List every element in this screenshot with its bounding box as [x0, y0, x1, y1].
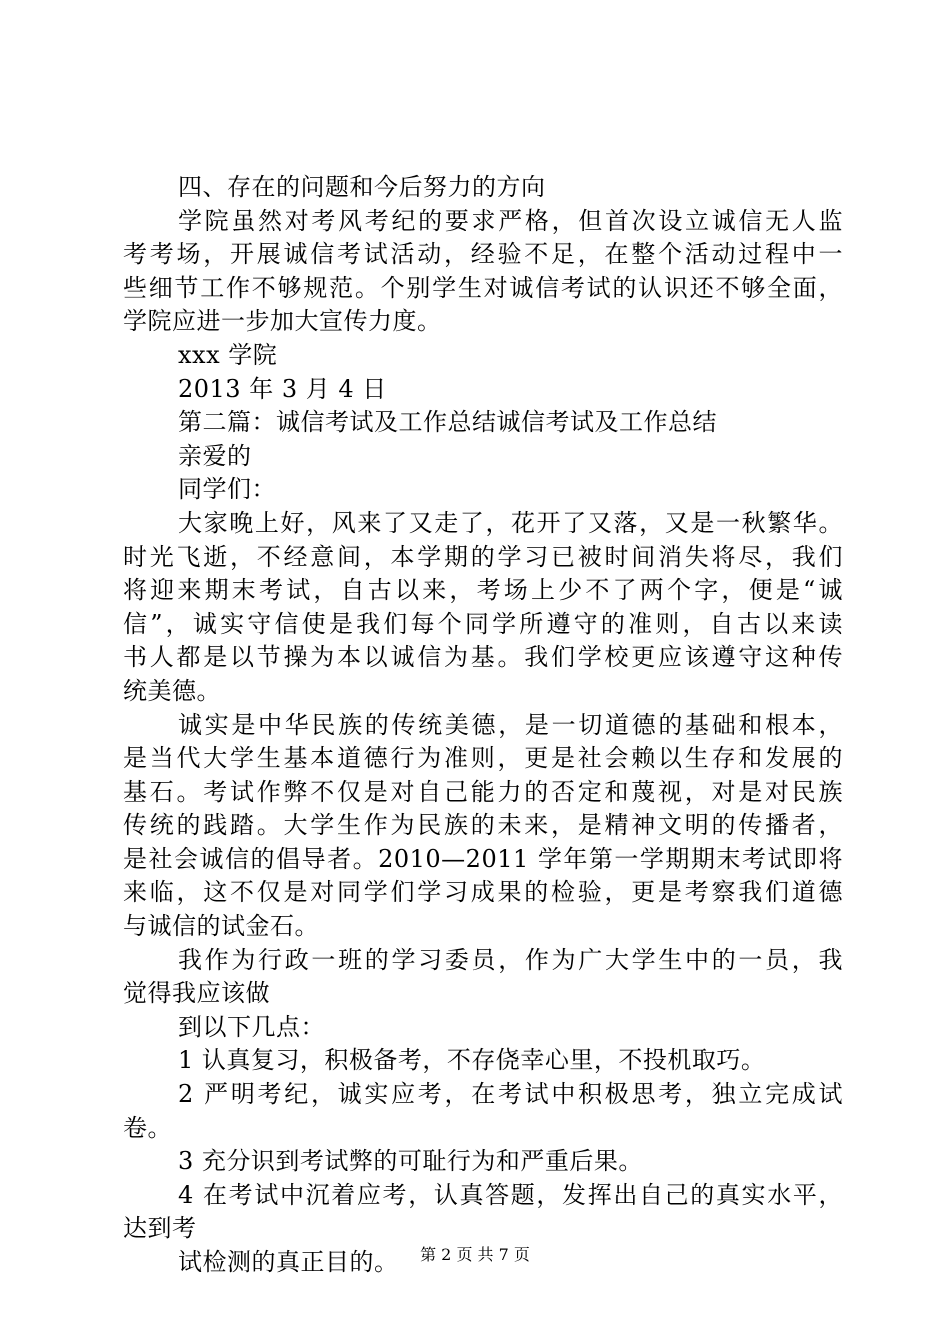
text-line: 是社会诚信的倡导者。2010—2011 学年第一学期期末考试即将: [123, 844, 843, 873]
text-line: 时光飞逝，不经意间，本学期的学习已被时间消失将尽，我们: [123, 542, 843, 571]
text-line: 来临，这不仅是对同学们学习成果的检验，更是考察我们道德: [123, 878, 843, 907]
text-line: 是当代大学生基本道德行为准则，更是社会赖以生存和发展的: [123, 744, 843, 773]
text-line: 卷。: [123, 1113, 172, 1142]
text-line: 大家晚上好，风来了又走了，花开了又落，又是一秋繁华。: [178, 508, 843, 537]
text-line: 2013 年 3 月 4 日: [178, 374, 387, 403]
text-line: 统美德。: [123, 676, 221, 705]
text-line: xxx 学院: [178, 340, 278, 369]
text-line: 传统的践踏。大学生作为民族的未来，是精神文明的传播者，: [123, 811, 843, 840]
text-line: 4 在考试中沉着应考，认真答题，发挥出自己的真实水平，: [178, 1180, 843, 1209]
text-line: 达到考: [123, 1214, 197, 1243]
text-line: 基石。考试作弊不仅是对自己能力的否定和蔑视，对是对民族: [123, 777, 843, 806]
page-footer: 第 2 页 共 7 页: [420, 1245, 530, 1264]
text-line: 1 认真复习，积极备考，不存侥幸心里，不投机取巧。: [178, 1046, 766, 1075]
text-line: 第二篇：诚信考试及工作总结诚信考试及工作总结: [178, 408, 717, 437]
text-line: 四、存在的问题和今后努力的方向: [178, 173, 546, 201]
text-line: 书人都是以节操为本以诚信为基。我们学校更应该遵守这种传: [123, 643, 843, 672]
text-line: 同学们：: [178, 475, 276, 504]
text-line: 诚实是中华民族的传统美德，是一切道德的基础和根本，: [178, 710, 843, 739]
text-line: 信”，诚实守信使是我们每个同学所遵守的准则，自古以来读: [123, 609, 843, 638]
text-line: 3 充分识到考试弊的可耻行为和严重后果。: [178, 1147, 643, 1176]
text-line: 试检测的真正目的。: [178, 1248, 399, 1276]
text-line: 将迎来期末考试，自古以来，考场上少不了两个字，便是“诚: [123, 576, 843, 605]
text-line: 亲爱的: [178, 441, 252, 470]
text-line: 些细节工作不够规范。个别学生对诚信考试的认识还不够全面，: [123, 273, 843, 302]
text-line: 学院应进一步加大宣传力度。: [123, 307, 442, 336]
text-line: 2 严明考纪，诚实应考，在考试中积极思考，独立完成试: [178, 1080, 843, 1109]
text-line: 与诚信的试金石。: [123, 912, 319, 941]
document-body: [123, 171, 843, 1280]
text-line: 学院虽然对考风考纪的要求严格，但首次设立诚信无人监: [178, 206, 843, 235]
text-line: 觉得我应该做: [123, 979, 270, 1008]
text-line: 到以下几点：: [178, 1012, 325, 1041]
text-line: 我作为行政一班的学习委员，作为广大学生中的一员，我: [178, 945, 843, 974]
text-line: 考考场，开展诚信考试活动，经验不足，在整个活动过程中一: [123, 240, 843, 269]
